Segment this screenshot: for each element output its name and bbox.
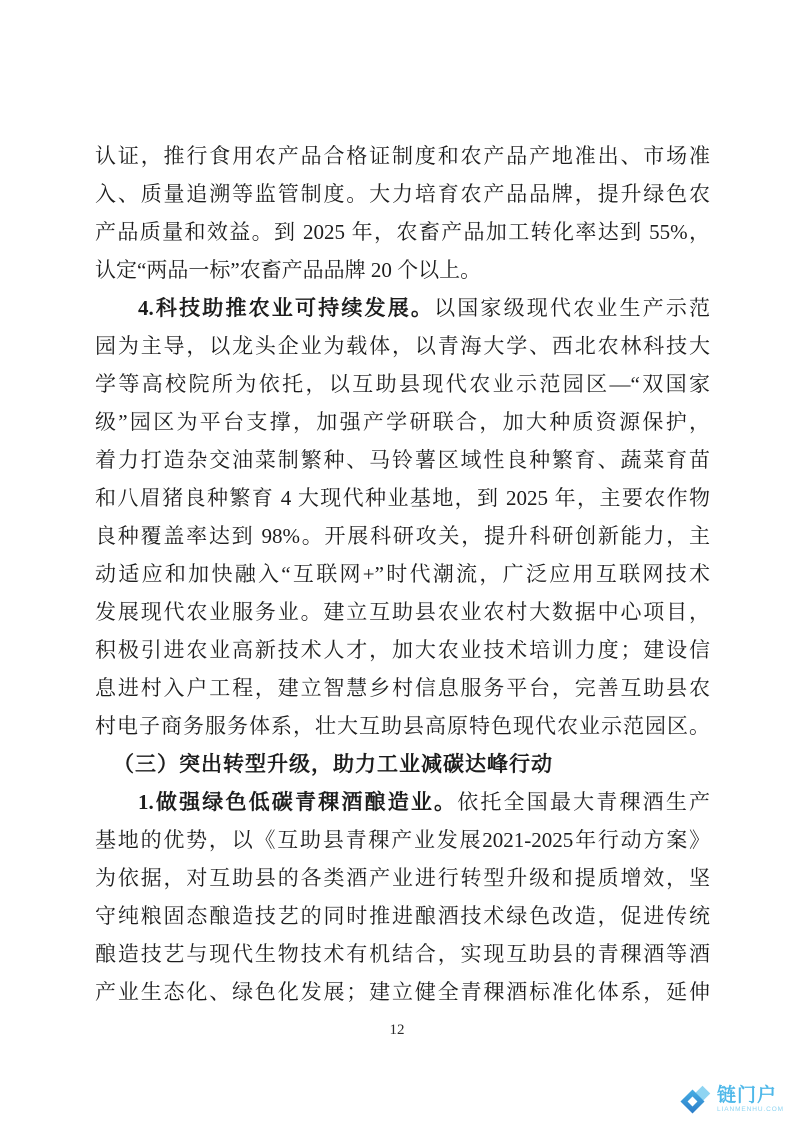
text-line	[95, 745, 710, 783]
page-number: 12	[389, 1022, 405, 1038]
body-text: 产品质量和效益。到 2025 年，农畜产品加工转化率达到 55%，	[95, 220, 710, 244]
watermark-subtitle: LIANMENHU.COM	[717, 1106, 784, 1114]
body-text: 基地的优势，以《互助县青稞产业发展2021-2025年行动方案》	[95, 828, 710, 852]
body-text: 守纯粮固态酿造技艺的同时推进酿酒技术绿色改造，促进传统	[95, 904, 710, 928]
body-text: 村电子商务服务体系，壮大互助县高原特色现代农业示范园区。	[95, 714, 710, 738]
body-text: 动适应和加快融入“互联网+”时代潮流，广泛应用互联网技术	[95, 562, 710, 586]
text-line	[95, 897, 710, 935]
body-text: 和八眉猪良种繁育 4 大现代种业基地，到 2025 年，主要农作物	[95, 486, 710, 510]
text-line	[95, 631, 710, 669]
body-text: 认证，推行食用农产品合格证制度和农产品产地准出、市场准	[95, 144, 710, 168]
bold-lead-text: （三）突出转型升级，助力工业减碳达峰行动	[113, 752, 553, 776]
body-text: 产业生态化、绿色化发展；建立健全青稞酒标准化体系，延伸	[95, 980, 710, 1004]
body-text: 学等高校院所为依托，以互助县现代农业示范园区—“双国家	[95, 372, 710, 396]
body-text: 园为主导，以龙头企业为载体，以青海大学、西北农林科技大	[95, 334, 710, 358]
body-text: 良种覆盖率达到 98%。开展科研攻关，提升科研创新能力，主	[95, 524, 710, 548]
text-line	[95, 289, 710, 327]
text-line	[95, 935, 710, 973]
diamond-logo-icon	[682, 1085, 712, 1115]
body-text: 为依据，对互助县的各类酒产业进行转型升级和提质增效，坚	[95, 866, 710, 890]
text-line	[95, 555, 710, 593]
text-line	[95, 137, 710, 175]
body-text: 以国家级现代农业生产示范	[434, 296, 710, 320]
text-line	[95, 783, 710, 821]
text-line	[95, 479, 710, 517]
text-line	[95, 175, 710, 213]
text-line	[95, 593, 710, 631]
body-text: 积极引进农业高新技术人才，加大农业技术培训力度；建设信	[95, 638, 710, 662]
body-text: 发展现代农业服务业。建立互助县农业农村大数据中心项目，	[95, 600, 710, 624]
body-text: 酿造技艺与现代生物技术有机结合，实现互助县的青稞酒等酒	[95, 942, 710, 966]
text-line	[95, 327, 710, 365]
body-text: 息进村入户工程，建立智慧乡村信息服务平台，完善互助县农	[95, 676, 710, 700]
watermark-text	[717, 1086, 784, 1114]
text-line	[95, 669, 710, 707]
bold-lead-text: 1.做强绿色低碳青稞酒酿造业。	[138, 790, 458, 814]
watermark-title: 链门户	[717, 1085, 778, 1107]
body-text: 级”园区为平台支撑，加强产学研联合，加大种质资源保护，	[95, 410, 710, 434]
text-line	[95, 213, 710, 251]
body-text: 着力打造杂交油菜制繁种、马铃薯区域性良种繁育、蔬菜育苗	[95, 448, 710, 472]
text-line	[95, 441, 710, 479]
text-line	[95, 707, 710, 745]
text-line	[95, 365, 710, 403]
body-text: 认定“两品一标”农畜产品品牌 20 个以上。	[95, 258, 482, 282]
text-line	[95, 973, 710, 1011]
watermark	[682, 1085, 784, 1115]
body-text: 依托全国最大青稞酒生产	[457, 790, 710, 814]
body-text: 入、质量追溯等监管制度。大力培育农产品品牌，提升绿色农	[95, 182, 710, 206]
text-line	[95, 517, 710, 555]
bold-lead-text: 4.科技助推农业可持续发展。	[138, 296, 435, 320]
document-body	[95, 137, 710, 1011]
text-line	[95, 403, 710, 441]
text-line	[95, 859, 710, 897]
text-line	[95, 821, 710, 859]
text-line	[95, 251, 710, 289]
